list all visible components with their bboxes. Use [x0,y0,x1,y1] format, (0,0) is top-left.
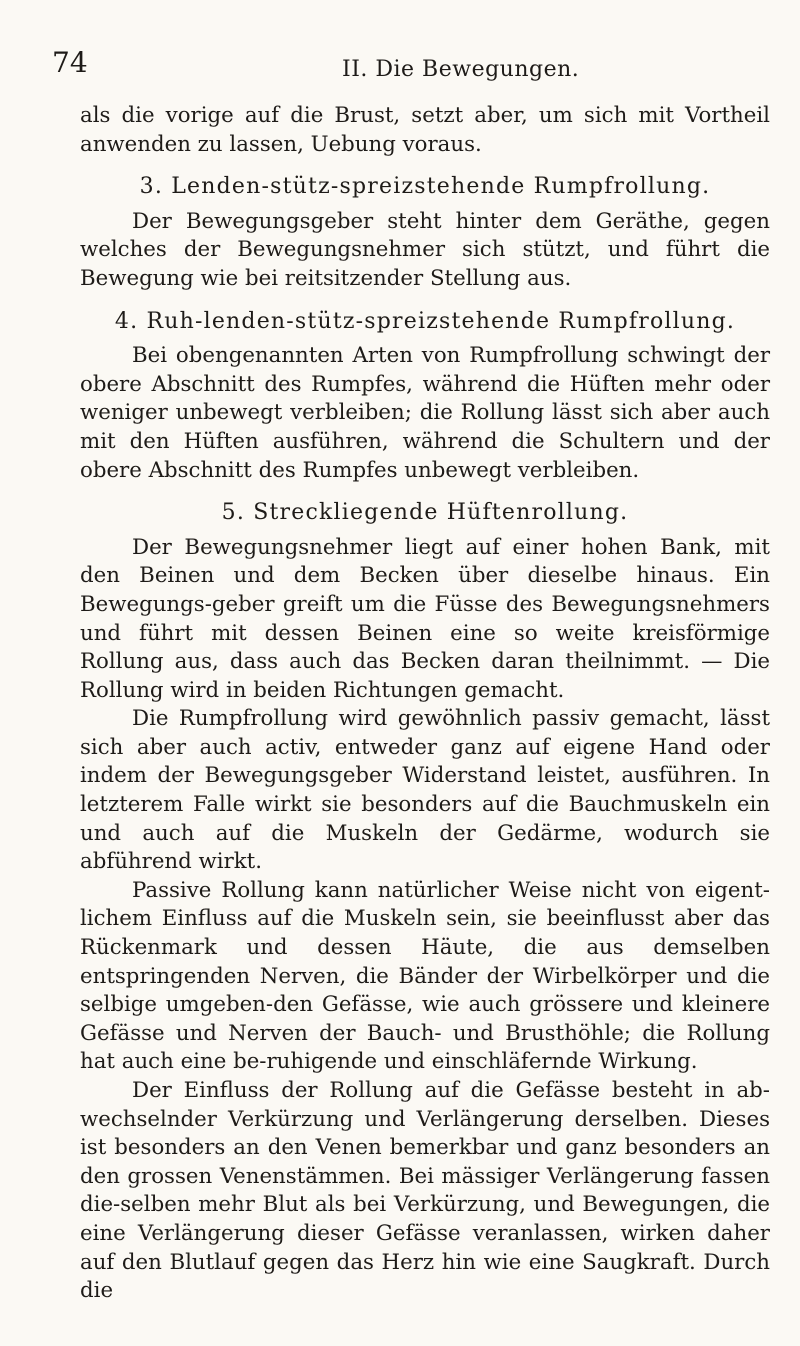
paragraph-continuation: als die vorige auf die Brust, setzt aber, um sich mit Vortheil anwenden zu lassen, Uebung voraus. [80,103,770,157]
section-heading-3: 3. Lenden-stütz-spreizstehende Rumpfrollung. [139,174,711,200]
section-heading-5: 5. Streckliegende Hüftenrollung. [221,500,629,526]
page-number: 74 [52,46,88,79]
running-head: II. Die Bewegungen. [342,57,580,82]
paragraph: Bei obengenannten Arten von Rumpfrollung schwingt der obere Abschnitt des Rumpfes, während die Hüften mehr oder weniger unbewegt verbleiben; die Rollung lässt sich aber auch mit den Hüften ausführen, während die Schultern und der obere Abschnitt des Rumpfes unbewegt verbleiben. [80,343,770,483]
paragraph: Die Rumpfrollung wird gewöhnlich passiv gemacht, lässt sich aber auch activ, entweder ganz auf eigene Hand oder indem der Bewegungsgeber Widerstand leistet, ausführen. In letzterem Falle wirkt sie besonders auf die Bauchmuskeln ein und auch auf die Muskeln der Gedärme, wodurch sie abführend wirkt. [80,706,770,875]
paragraph: Passive Rollung kann natürlicher Weise nicht von eigent-lichem Einfluss auf die Muskeln sein, sie beeinflusst aber das Rückenmark und dessen Häute, die aus demselben entspringenden Nerven, die Bänder der Wirbelkörper und die selbige umgeben-den Gefässe, wie auch grössere und kleinere Gefässe und Nerven der Bauch- und Brusthöhle; die Rollung hat auch eine be-ruhigende und einschläfernde Wirkung. [80,877,770,1075]
section-heading-4: 4. Ruh-lenden-stütz-spreizstehende Rumpfrollung. [114,308,736,334]
paragraph: Der Bewegungsnehmer liegt auf einer hohen Bank, mit den Beinen und dem Becken über dieselbe hinaus. Ein Bewegungs-geber greift um die Füsse des Bewegungsnehmers und führt mit dessen Beinen eine so weite kreisförmige Rollung aus, dass auch das Becken daran theilnimmt. — Die Rollung wird in beiden Richtungen gemacht. [80,534,770,703]
paragraph: Der Einfluss der Rollung auf die Gefässe besteht in ab-wechselnder Verkürzung und Verlängerung derselben. Dieses ist besonders an den Venen bemerkbar und ganz besonders an den grossen Venenstämmen. Bei mässiger Verlängerung fassen die-selben mehr Blut als bei Verkürzung, und Bewegungen, die eine Verlängerung dieser Gefässe veranlassen, wirken daher auf den Blutlauf gegen das Herz hin wie eine Saugkraft. Durch die [80,1078,770,1304]
page-header [52,46,762,86]
body-text [80,102,770,1306]
paragraph: Der Bewegungsgeber steht hinter dem Geräthe, gegen welches der Bewegungsnehmer sich stützt, und führt die Bewegung wie bei reitsitzender Stellung aus. [80,208,770,291]
